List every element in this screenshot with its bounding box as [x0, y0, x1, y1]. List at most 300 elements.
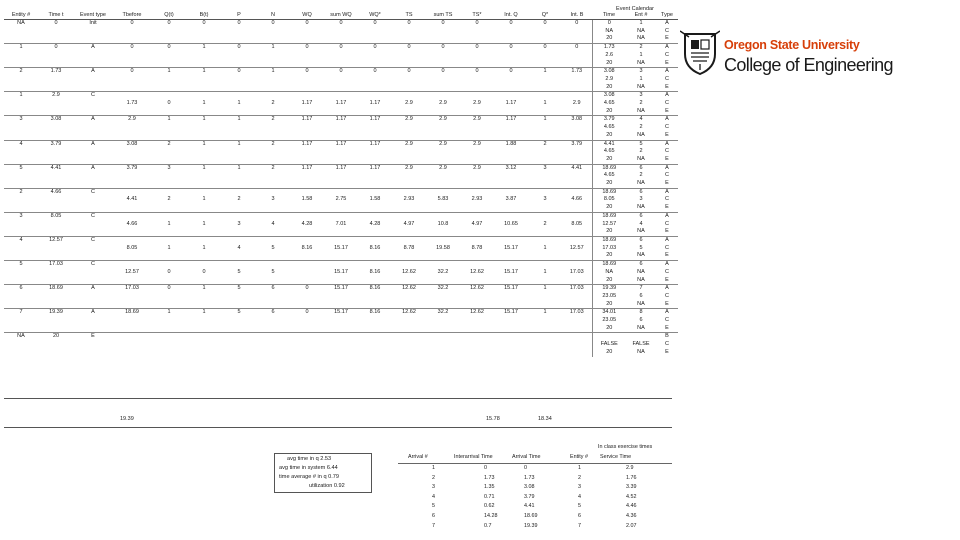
header-service-time: Service Time	[600, 454, 632, 460]
calendar-cell: A	[656, 261, 678, 269]
table-cell	[392, 317, 426, 325]
table-cell	[426, 124, 460, 132]
table-cell	[528, 325, 562, 333]
table-cell	[460, 277, 494, 285]
table-cell	[290, 28, 324, 36]
arrival-cell: 0.71	[484, 493, 495, 500]
table-cell	[4, 245, 38, 253]
table-cell	[290, 341, 324, 349]
table-cell: 0	[167, 268, 171, 275]
arrival-cell: 4.46	[626, 503, 637, 510]
calendar-cell: 18.69	[592, 236, 626, 244]
table-cell	[74, 52, 112, 60]
table-cell: 1	[186, 285, 222, 293]
arrival-row	[398, 484, 672, 493]
table-cell: 15.17	[334, 244, 348, 251]
table-cell	[528, 252, 562, 260]
table-cell: 1.17	[290, 116, 324, 124]
table-cell	[38, 341, 74, 349]
table-cell	[494, 204, 528, 212]
table-cell	[38, 180, 74, 188]
table-cell	[460, 341, 494, 349]
table-cell: 0	[324, 68, 358, 76]
table-cell: 4.66	[562, 196, 592, 204]
table-cell	[4, 349, 38, 357]
table-cell: 3	[152, 164, 186, 172]
calendar-cell: 20	[606, 300, 613, 307]
table-cell: 0	[460, 68, 494, 76]
table-row	[4, 341, 678, 349]
table-cell	[494, 333, 528, 341]
table-cell	[186, 228, 222, 236]
table-cell	[256, 341, 290, 349]
calendar-cell: NA	[637, 180, 645, 187]
table-cell: 18.69	[38, 285, 74, 293]
arrival-row	[398, 494, 672, 503]
table-cell	[460, 132, 494, 140]
table-cell	[290, 52, 324, 60]
calendar-cell: 2	[639, 124, 643, 131]
table-cell	[290, 301, 324, 309]
table-cell	[392, 333, 426, 341]
table-cell: 2	[256, 164, 290, 172]
table-cell	[74, 28, 112, 36]
table-row	[4, 180, 678, 188]
calendar-cell: 20	[606, 348, 613, 355]
table-cell	[358, 28, 392, 36]
table-cell	[4, 180, 38, 188]
table-cell	[528, 261, 562, 269]
table-cell	[494, 301, 528, 309]
calendar-cell: 3	[626, 92, 656, 100]
table-cell	[152, 108, 186, 116]
table-cell	[152, 52, 186, 60]
table-cell	[290, 180, 324, 188]
table-cell: 6	[256, 285, 290, 293]
table-cell	[426, 35, 460, 43]
table-cell	[324, 301, 358, 309]
table-row	[4, 293, 678, 301]
table-cell: 1	[528, 116, 562, 124]
calendar-cell: 1	[626, 20, 656, 28]
table-cell	[494, 76, 528, 84]
table-cell	[290, 228, 324, 236]
table-cell	[152, 277, 186, 285]
table-cell	[74, 349, 112, 357]
calendar-cell: C	[665, 268, 669, 275]
arrival-cell: 4	[578, 493, 581, 500]
table-cell: 3	[4, 212, 38, 220]
table-cell	[256, 172, 290, 180]
column-header: N	[256, 12, 290, 20]
table-cell: 4.28	[301, 220, 313, 227]
table-cell	[324, 317, 358, 325]
table-cell	[562, 261, 592, 269]
table-cell	[460, 35, 494, 43]
table-cell	[186, 341, 222, 349]
table-cell: C	[74, 92, 112, 100]
table-cell	[562, 108, 592, 116]
table-cell	[38, 293, 74, 301]
table-cell: 1	[256, 68, 290, 76]
table-cell	[392, 236, 426, 244]
table-cell	[426, 188, 460, 196]
table-cell: 0	[358, 68, 392, 76]
table-cell	[392, 293, 426, 301]
table-cell: 32.2	[437, 268, 449, 275]
table-cell: 0	[426, 44, 460, 52]
table-row	[4, 236, 678, 244]
table-cell	[256, 293, 290, 301]
table-cell: 2.9	[392, 116, 426, 124]
calendar-cell: 18.69	[592, 212, 626, 220]
table-cell	[290, 148, 324, 156]
table-cell	[358, 212, 392, 220]
table-cell	[38, 28, 74, 36]
table-cell	[528, 108, 562, 116]
table-cell: 1	[528, 285, 562, 293]
table-cell	[74, 180, 112, 188]
table-cell	[256, 349, 290, 357]
table-row	[4, 285, 678, 293]
table-cell: 0	[290, 20, 324, 28]
calendar-cell: 6	[639, 317, 643, 324]
table-cell	[74, 269, 112, 277]
table-cell: 1	[222, 116, 256, 124]
calendar-cell: 3.79	[592, 116, 626, 124]
calendar-cell: NA	[637, 276, 645, 283]
table-cell	[392, 301, 426, 309]
table-cell: 6	[256, 309, 290, 317]
table-cell	[494, 28, 528, 36]
table-cell	[460, 252, 494, 260]
table-cell	[426, 261, 460, 269]
table-cell	[222, 60, 256, 68]
calendar-cell: C	[665, 124, 669, 131]
table-cell	[494, 188, 528, 196]
table-cell	[256, 212, 290, 220]
arrival-cell: 4.36	[626, 513, 637, 519]
table-cell: 19.58	[436, 244, 450, 251]
table-cell	[358, 349, 392, 357]
table-cell	[152, 212, 186, 220]
table-cell	[392, 261, 426, 269]
table-cell: 1.17	[324, 140, 358, 148]
table-cell	[290, 333, 324, 341]
table-cell: 0	[324, 44, 358, 52]
table-cell	[426, 180, 460, 188]
column-header: Time	[592, 12, 626, 20]
table-cell	[74, 100, 112, 108]
table-cell: 2.9	[405, 100, 413, 107]
table-cell: 15.17	[324, 285, 358, 293]
calendar-cell: 12.57	[602, 220, 617, 227]
table-cell	[460, 84, 494, 92]
table-cell: 10.8	[437, 220, 449, 227]
table-cell: 2.9	[426, 116, 460, 124]
table-cell	[222, 212, 256, 220]
table-cell: 1.73	[562, 68, 592, 76]
table-cell	[152, 301, 186, 309]
table-cell	[494, 156, 528, 164]
table-cell: 12.57	[562, 245, 592, 253]
table-cell	[562, 180, 592, 188]
table-cell: 1.73	[126, 100, 138, 107]
table-cell: 1	[4, 44, 38, 52]
table-cell	[460, 261, 494, 269]
calendar-cell: 2	[626, 44, 656, 52]
table-cell	[222, 341, 256, 349]
table-cell	[4, 76, 38, 84]
calendar-cell: 5	[639, 244, 643, 251]
arrival-cell: 14.28	[484, 513, 498, 519]
table-cell	[152, 228, 186, 236]
table-cell: 5	[222, 309, 256, 317]
table-cell: 4.41	[562, 164, 592, 172]
arrival-cell: 1	[432, 465, 435, 471]
table-cell	[256, 60, 290, 68]
table-cell: 6	[4, 285, 38, 293]
table-cell: 2.9	[392, 164, 426, 172]
table-cell	[562, 52, 592, 60]
arrival-row	[398, 513, 672, 522]
table-cell	[222, 333, 256, 341]
arrival-cell: 1.35	[484, 484, 495, 491]
table-cell	[186, 325, 222, 333]
column-header: Q*	[528, 12, 562, 20]
table-cell: 1.17	[324, 164, 358, 172]
table-cell	[528, 52, 562, 60]
table-cell	[460, 228, 494, 236]
table-cell	[290, 261, 324, 269]
calendar-cell: A	[656, 44, 678, 52]
table-cell	[528, 28, 562, 36]
table-row	[4, 60, 678, 68]
table-cell	[460, 60, 494, 68]
table-cell	[290, 188, 324, 196]
table-cell	[528, 156, 562, 164]
table-cell	[426, 108, 460, 116]
table-cell	[392, 148, 426, 156]
arrival-cell: 4.41	[524, 503, 535, 510]
table-cell	[186, 317, 222, 325]
table-cell	[112, 28, 152, 36]
table-cell	[186, 252, 222, 260]
table-cell: 0	[222, 20, 256, 28]
table-cell	[460, 204, 494, 212]
table-cell	[38, 245, 74, 253]
table-cell	[528, 333, 562, 341]
table-cell: 1	[167, 220, 171, 227]
table-cell: 3.79	[562, 140, 592, 148]
calendar-cell: 2.6	[605, 51, 614, 58]
table-cell	[426, 204, 460, 212]
table-cell	[460, 28, 494, 36]
table-cell: 0	[38, 20, 74, 28]
table-cell	[152, 28, 186, 36]
table-cell	[290, 156, 324, 164]
table-cell: 1	[528, 309, 562, 317]
table-cell	[290, 76, 324, 84]
table-cell	[460, 124, 494, 132]
table-cell	[494, 180, 528, 188]
calendar-cell: FALSE	[600, 341, 618, 348]
arrival-cell: 3	[578, 484, 581, 491]
table-cell	[358, 236, 392, 244]
table-cell	[4, 52, 38, 60]
table-cell	[562, 84, 592, 92]
calendar-cell: NA	[637, 35, 645, 42]
table-cell	[38, 349, 74, 357]
table-cell	[256, 52, 290, 60]
calendar-cell: 20	[606, 155, 613, 162]
table-row	[4, 261, 678, 269]
table-cell	[112, 172, 152, 180]
table-cell: 2.9	[426, 140, 460, 148]
table-cell: 7	[4, 309, 38, 317]
table-cell	[392, 349, 426, 357]
table-cell: A	[74, 68, 112, 76]
table-cell	[528, 132, 562, 140]
table-cell	[152, 76, 186, 84]
table-cell: 1.17	[494, 116, 528, 124]
table-cell: 2.9	[473, 100, 481, 107]
table-cell	[528, 172, 562, 180]
table-cell	[4, 325, 38, 333]
table-cell	[460, 236, 494, 244]
table-cell	[152, 148, 186, 156]
table-cell	[186, 52, 222, 60]
arrival-cell: 6	[578, 513, 581, 519]
table-row	[4, 28, 678, 36]
table-cell	[186, 148, 222, 156]
table-row	[4, 317, 678, 325]
calendar-cell: NA	[637, 204, 645, 211]
table-cell: 1	[202, 244, 206, 251]
calendar-cell: NA	[637, 348, 645, 355]
table-cell: A	[74, 140, 112, 148]
stat-time-avg-in-q: time average # in q 0.79	[279, 474, 340, 480]
header-entity-num: Entity #	[570, 454, 588, 460]
table-cell	[4, 317, 38, 325]
table-cell	[290, 317, 324, 325]
table-cell: 4	[271, 220, 275, 227]
table-cell: 1	[186, 309, 222, 317]
table-cell	[4, 293, 38, 301]
total-int-q: 15.78	[486, 416, 500, 422]
table-cell	[112, 341, 152, 349]
arrival-cell: 7	[432, 522, 435, 529]
table-cell	[112, 333, 152, 341]
table-cell	[494, 252, 528, 260]
calendar-cell: B	[656, 333, 678, 341]
table-cell	[256, 325, 290, 333]
table-cell	[358, 204, 392, 212]
table-cell	[186, 188, 222, 196]
table-cell	[528, 35, 562, 43]
calendar-cell: 34.01	[592, 309, 626, 317]
table-cell	[426, 325, 460, 333]
table-cell: 2	[528, 140, 562, 148]
table-cell	[494, 132, 528, 140]
table-cell	[358, 148, 392, 156]
table-cell: 0	[38, 44, 74, 52]
table-cell	[256, 228, 290, 236]
table-cell: 5	[237, 268, 241, 275]
table-cell	[152, 35, 186, 43]
calendar-cell: E	[665, 131, 669, 138]
calendar-cell: E	[665, 228, 669, 235]
table-cell: 2.75	[335, 196, 347, 203]
table-cell: NA	[4, 20, 38, 28]
table-cell: 1	[152, 309, 186, 317]
table-cell	[38, 124, 74, 132]
table-cell	[256, 301, 290, 309]
table-row	[4, 196, 678, 204]
arrival-cell: 2.9	[626, 465, 634, 471]
table-cell: 2	[4, 188, 38, 196]
arrival-cell: 5	[432, 503, 435, 510]
arrival-cell: 3.79	[524, 493, 535, 500]
university-logo	[680, 26, 900, 82]
arrival-table-title: In class exercise times	[598, 444, 653, 450]
calendar-cell: 6	[626, 236, 656, 244]
table-cell	[324, 325, 358, 333]
table-cell: 3.87	[505, 196, 517, 203]
table-cell: C	[74, 261, 112, 269]
table-cell: 15.17	[324, 309, 358, 317]
calendar-cell: A	[656, 68, 678, 76]
table-cell: 8.16	[369, 268, 381, 275]
calendar-cell: 20	[606, 228, 613, 235]
calendar-cell: A	[656, 20, 678, 28]
table-cell: 15.17	[494, 285, 528, 293]
table-cell	[494, 148, 528, 156]
calendar-cell: E	[665, 324, 669, 331]
table-cell: 1.17	[335, 100, 347, 107]
table-cell	[290, 92, 324, 100]
calendar-cell: 20	[606, 252, 613, 259]
table-cell	[74, 76, 112, 84]
table-cell: 0	[290, 309, 324, 317]
table-cell	[112, 228, 152, 236]
table-cell	[152, 204, 186, 212]
table-cell: 32.2	[426, 285, 460, 293]
calendar-cell: C	[665, 341, 669, 348]
calendar-cell: C	[665, 317, 669, 324]
table-row	[4, 76, 678, 84]
table-row	[4, 309, 678, 317]
calendar-cell: E	[665, 59, 669, 66]
table-cell: 1	[222, 164, 256, 172]
table-cell	[528, 180, 562, 188]
table-cell	[74, 196, 112, 204]
table-cell: 2	[237, 196, 241, 203]
table-cell	[358, 228, 392, 236]
table-cell	[562, 341, 592, 349]
table-cell	[528, 349, 562, 357]
table-cell: 0	[222, 44, 256, 52]
table-cell	[256, 317, 290, 325]
table-cell	[222, 172, 256, 180]
column-header: Ent #	[626, 12, 656, 20]
table-cell	[152, 293, 186, 301]
table-cell	[494, 84, 528, 92]
table-cell	[494, 325, 528, 333]
table-cell	[74, 148, 112, 156]
table-cell: 3.79	[112, 164, 152, 172]
table-row	[4, 228, 678, 236]
